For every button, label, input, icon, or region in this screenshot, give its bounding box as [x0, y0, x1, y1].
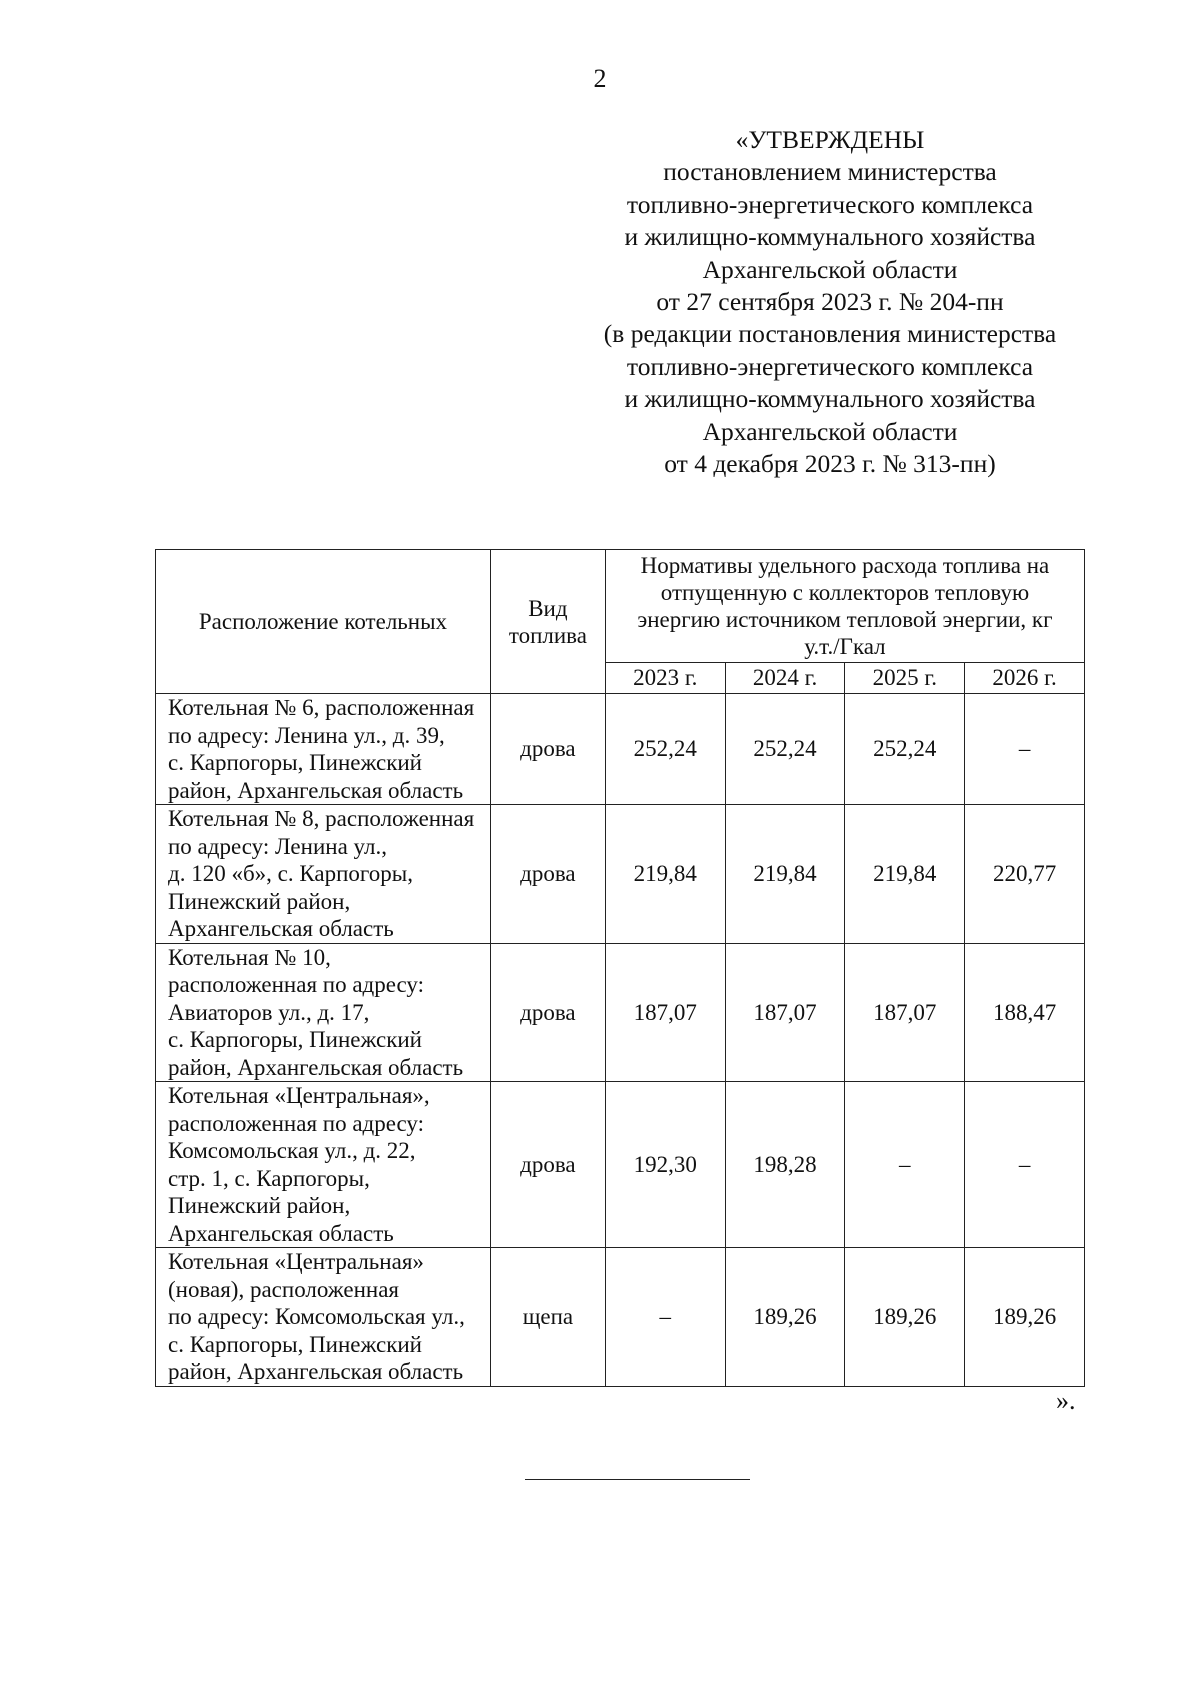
table-row — [156, 805, 1085, 944]
table-row — [156, 1248, 1085, 1387]
location-line: Архангельская область — [168, 1220, 394, 1246]
page-number: 2 — [593, 64, 607, 93]
location-line: по адресу: Ленина ул., д. 39, — [168, 722, 445, 748]
location-line: Котельная № 8, расположенная — [168, 806, 475, 831]
approval-block — [560, 124, 1100, 480]
norm-value-cell: 198,28 — [725, 1082, 845, 1248]
location-line: стр. 1, с. Карпогоры, — [168, 1165, 370, 1191]
location-line: (новая), расположенная — [168, 1276, 399, 1302]
location-line: Котельная «Центральная», — [168, 1083, 430, 1108]
header-fuel: Вид топлива — [490, 550, 605, 694]
header-year-2026: 2026 г. — [965, 663, 1085, 694]
norm-value-cell: 220,77 — [965, 805, 1085, 944]
approval-line: топливно-энергетического комплекса — [626, 189, 1034, 219]
norm-value-cell: 252,24 — [725, 694, 845, 805]
norm-value-cell: 187,07 — [725, 943, 845, 1082]
header-year-2025: 2025 г. — [845, 663, 965, 694]
location-line: расположенная по адресу: — [168, 1110, 425, 1136]
norm-value-cell: 187,07 — [605, 943, 725, 1082]
location-line: район, Архангельская область — [168, 1359, 464, 1384]
boiler-location-cell — [156, 1082, 491, 1248]
fuel-type-cell: дрова — [490, 943, 605, 1082]
norm-value-cell: 219,84 — [725, 805, 845, 944]
approval-line: топливно-энергетического комплекса — [626, 351, 1034, 381]
approval-line: «УТВЕРЖДЕНЫ — [735, 125, 925, 154]
norm-value-cell: 187,07 — [845, 943, 965, 1082]
location-line: Авиаторов ул., д. 17, — [168, 999, 370, 1025]
boiler-location-cell — [156, 1248, 491, 1387]
fuel-norms-table — [155, 549, 1085, 1387]
norm-value-cell: 192,30 — [605, 1082, 725, 1248]
fuel-type-cell: дрова — [490, 694, 605, 805]
table-row — [156, 943, 1085, 1082]
approval-line: Архангельской области — [702, 254, 958, 284]
fuel-type-cell: дрова — [490, 1082, 605, 1248]
location-line: Архангельская область — [168, 916, 394, 941]
norm-value-cell: 188,47 — [965, 943, 1085, 1082]
norm-value-cell: 189,26 — [725, 1248, 845, 1387]
location-line: Пинежский район, — [168, 888, 351, 914]
approval-line: постановлением министерства — [663, 157, 997, 187]
header-year-2024: 2024 г. — [725, 663, 845, 694]
approval-line: (в редакции постановления министерства — [603, 319, 1057, 349]
approval-line: от 4 декабря 2023 г. № 313-пн) — [664, 449, 996, 479]
table-row — [156, 1082, 1085, 1248]
location-line: район, Архангельская область — [168, 1054, 464, 1080]
header-location: Расположение котельных — [156, 550, 491, 694]
header-norms: Нормативы удельного расхода топлива на отпущенную с коллекторов тепловую энергию источником тепловой энергии, кг у.т./Гкал — [605, 550, 1084, 663]
norm-value-cell: – — [845, 1082, 965, 1248]
location-line: с. Карпогоры, Пинежский — [168, 750, 422, 775]
norm-value-cell: 219,84 — [845, 805, 965, 944]
approval-line: и жилищно-коммунального хозяйства — [624, 384, 1036, 414]
location-line: Котельная № 10, — [168, 944, 331, 970]
norm-value-cell: 189,26 — [845, 1248, 965, 1387]
location-line: район, Архангельская область — [168, 777, 464, 803]
fuel-type-cell: щепа — [490, 1248, 605, 1387]
norm-value-cell: 252,24 — [845, 694, 965, 805]
location-line: Пинежский район, — [168, 1193, 351, 1218]
norm-value-cell: 252,24 — [605, 694, 725, 805]
norm-value-cell: 189,26 — [965, 1248, 1085, 1387]
boiler-location-cell — [156, 694, 491, 805]
table-body — [156, 694, 1085, 1387]
table-row — [156, 694, 1085, 805]
norm-value-cell: – — [965, 1082, 1085, 1248]
location-line: расположенная по адресу: — [168, 972, 425, 997]
closing-quote-mark: ». — [1056, 1386, 1076, 1415]
approval-line: Архангельской области — [702, 416, 958, 446]
norm-value-cell: – — [605, 1248, 725, 1387]
approval-line: от 27 сентября 2023 г. № 204-пн — [656, 287, 1004, 317]
location-line: Комсомольская ул., д. 22, — [168, 1138, 416, 1163]
location-line: по адресу: Комсомольская ул., — [168, 1304, 465, 1329]
boiler-location-cell — [156, 943, 491, 1082]
location-line: с. Карпогоры, Пинежский — [168, 1027, 422, 1052]
location-line: Котельная «Центральная» — [168, 1249, 424, 1274]
location-line: Котельная № 6, расположенная — [168, 695, 475, 720]
fuel-type-cell: дрова — [490, 805, 605, 944]
end-divider-line — [525, 1479, 750, 1480]
norm-value-cell: – — [965, 694, 1085, 805]
header-year-2023: 2023 г. — [605, 663, 725, 694]
boiler-location-cell — [156, 805, 491, 944]
norm-value-cell: 219,84 — [605, 805, 725, 944]
location-line: с. Карпогоры, Пинежский — [168, 1331, 422, 1357]
approval-line: и жилищно-коммунального хозяйства — [624, 222, 1036, 252]
location-line: по адресу: Ленина ул., — [168, 833, 387, 859]
location-line: д. 120 «б», с. Карпогоры, — [168, 861, 413, 886]
